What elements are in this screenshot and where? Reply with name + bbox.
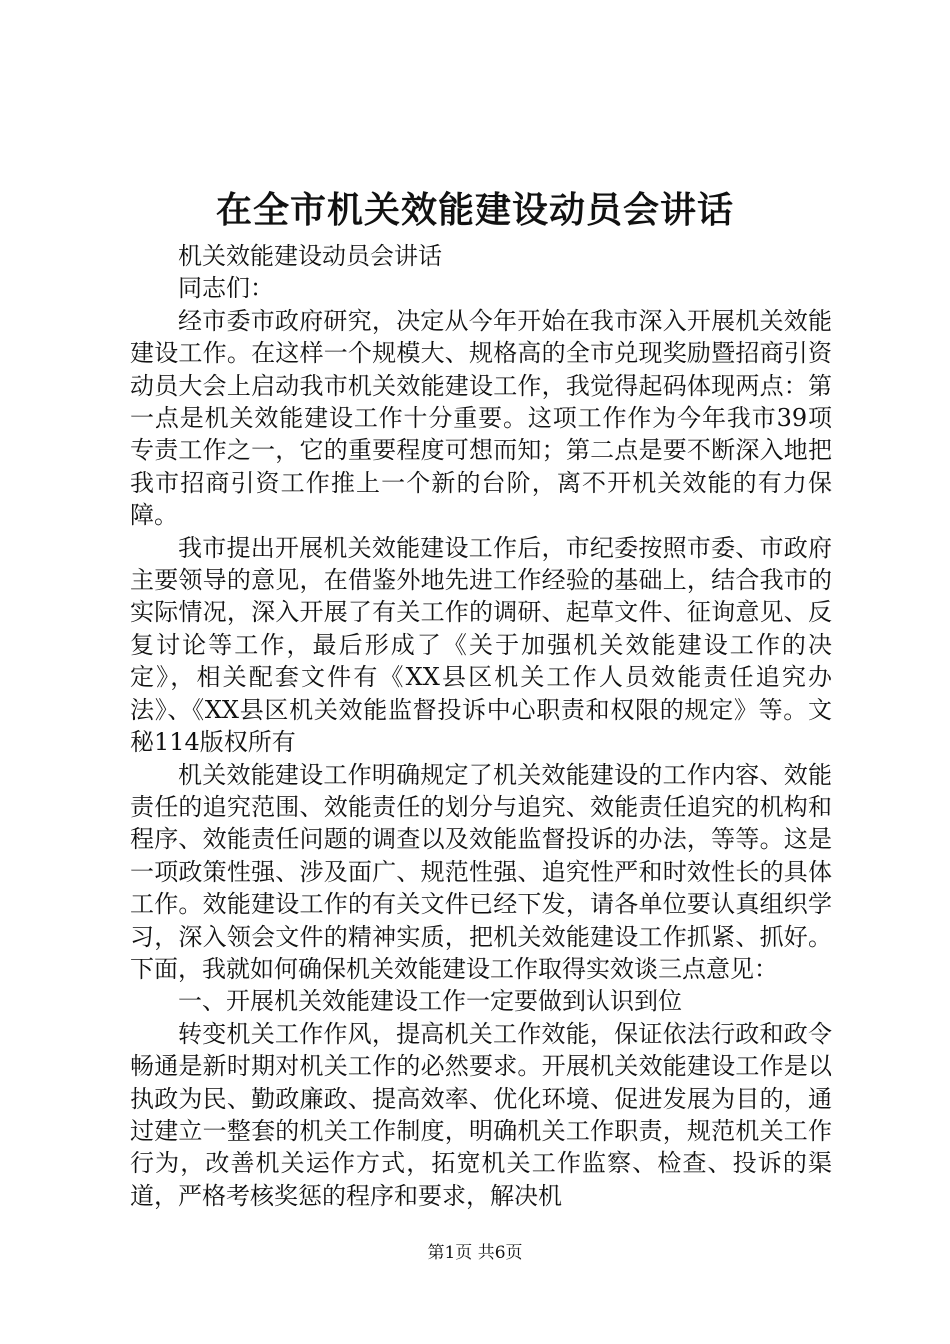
section-heading: 一、开展机关效能建设工作一定要做到认识到位 — [178, 987, 682, 1016]
page-footer: 第1页 共6页 — [427, 1243, 523, 1263]
document-title: 在全市机关效能建设动员会讲话 — [215, 189, 734, 231]
document-body — [130, 208, 832, 1212]
paragraph: 经市委市政府研究，决定从今年开始在我市深入开展机关效能建设工作。在这样一个规模大、规格高的全市兑现奖励暨招商引资动员大会上启动我市机关效能建设工作，我觉得起码体现两点：第一点是机关效能建设工作十分重要。这项工作作为今年我市39项专责工作之一，它的重要程度可想而知；第二点是要不断深入地把我市招商引资工作推上一个新的台阶，离不开机关效能的有力保障。 — [130, 306, 832, 530]
paragraph: 转变机关工作作风，提高机关工作效能，保证依法行政和政令畅通是新时期对机关工作的必然要求。开展机关效能建设工作是以执政为民、勤政廉政、提高效率、优化环境、促进发展为目的，通过建立一整套的机关工作制度，明确机关工作职责，规范机关工作行为，改善机关运作方式，拓宽机关工作监察、检查、投诉的渠道，严格考核奖惩的程序和要求，解决机 — [130, 1019, 832, 1210]
paragraph-salutation: 同志们： — [178, 274, 274, 303]
paragraph: 机关效能建设工作明确规定了机关效能建设的工作内容、效能责任的追究范围、效能责任的划分与追究、效能责任追究的机构和程序、效能责任问题的调查以及效能监督投诉的办法，等等。这是一项政策性强、涉及面广、规范性强、追究性严和时效性长的具体工作。效能建设工作的有关文件已经下发，请各单位要认真组织学习，深入领会文件的精神实质，把机关效能建设工作抓紧、抓好。下面，我就如何确保机关效能建设工作取得实效谈三点意见： — [130, 760, 832, 983]
paragraph-subtitle: 机关效能建设动员会讲话 — [178, 242, 442, 270]
paragraph: 我市提出开展机关效能建设工作后，市纪委按照市委、市政府主要领导的意见，在借鉴外地先进工作经验的基础上，结合我市的实际情况，深入开展了有关工作的调研、起草文件、征询意见、反复讨论等工作，最后形成了《关于加强机关效能建设工作的决定》，相关配套文件有《XX县区机关工作人员效能责任追究办法》、《XX县区机关效能监督投诉中心职责和权限的规定》等。文秘114版权所有 — [130, 533, 832, 757]
